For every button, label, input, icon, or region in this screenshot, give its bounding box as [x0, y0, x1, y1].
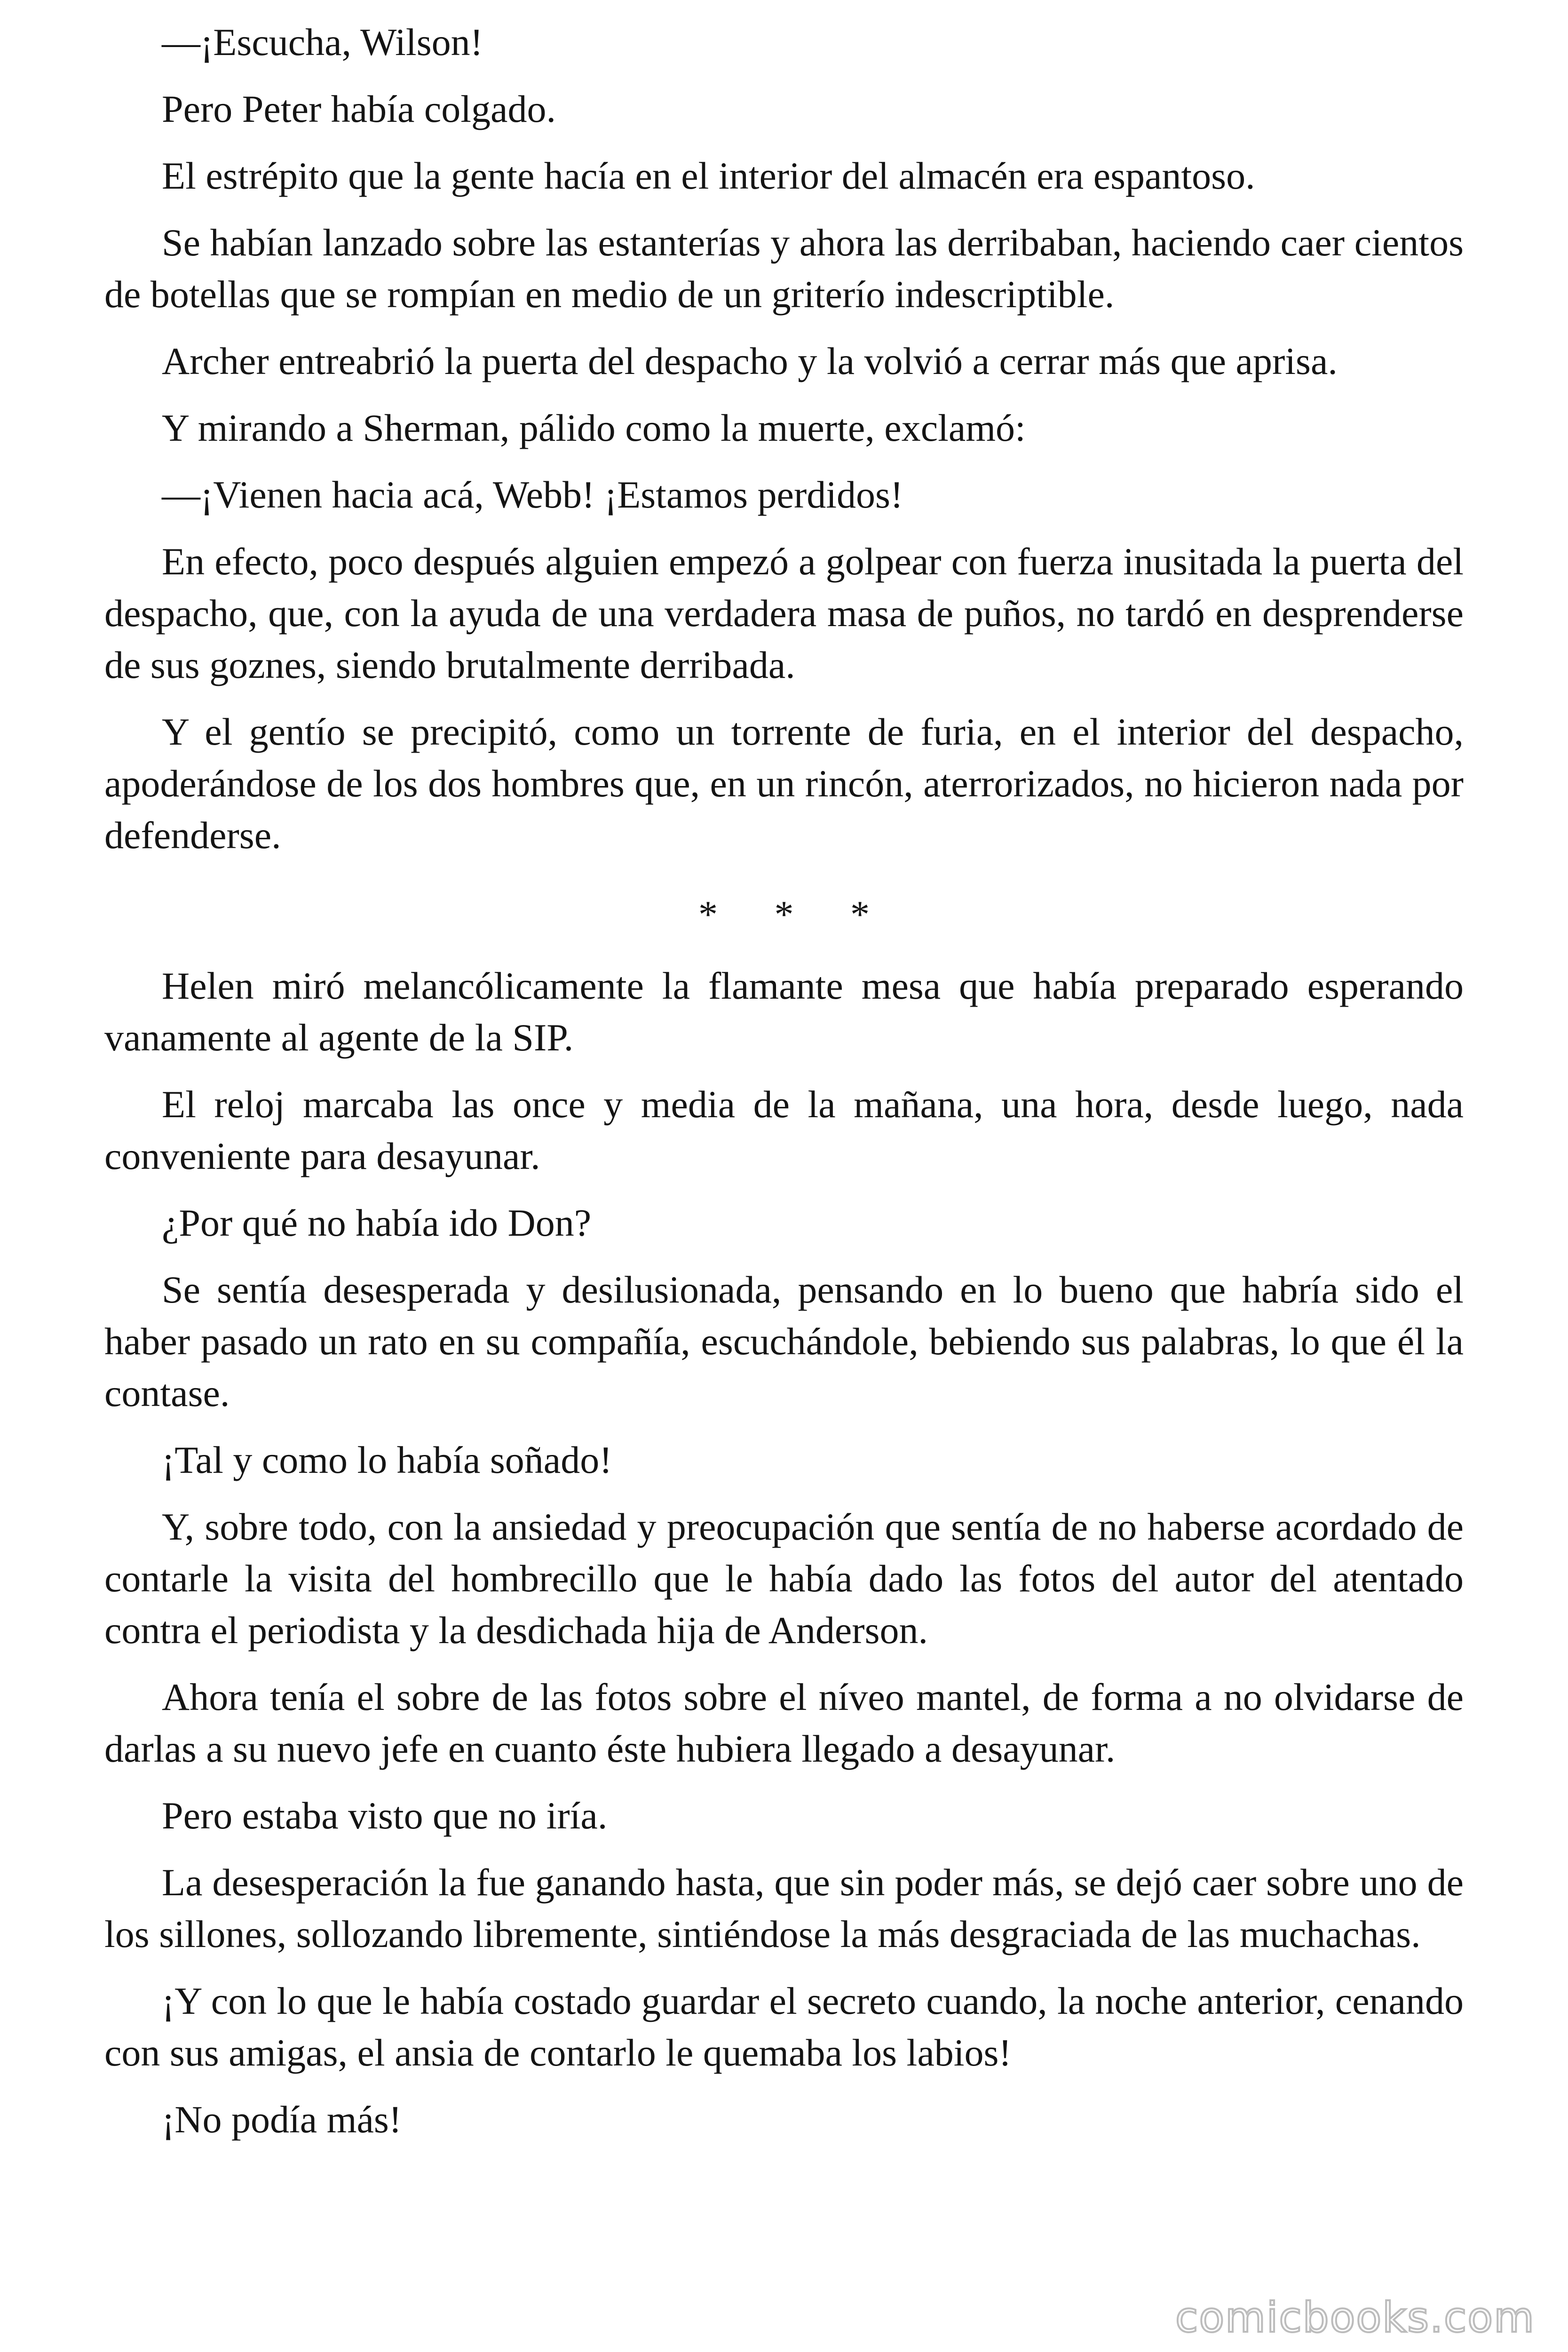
book-page	[104, 16, 1464, 2161]
paragraph: ¡No podía más!	[162, 2098, 402, 2141]
watermark: comicbooks.com	[1175, 2293, 1535, 2342]
paragraph: El reloj marcaba las once y media de la mañana, una hora, desde luego, nada conveniente para desayunar.	[104, 1083, 1464, 1177]
paragraph: Archer entreabrió la puerta del despacho y la volvió a cerrar más que aprisa.	[162, 340, 1338, 382]
paragraph: Ahora tenía el sobre de las fotos sobre el níveo mantel, de forma a no olvidarse de darlas a su nuevo jefe en cuanto éste hubiera llegado a desayunar.	[104, 1676, 1464, 1770]
separator-star: *	[774, 893, 794, 936]
section-separator	[104, 889, 1464, 940]
paragraph: ¿Por qué no había ido Don?	[162, 1201, 592, 1244]
paragraph: —¡Escucha, Wilson!	[162, 21, 483, 64]
paragraph: Pero estaba visto que no iría.	[162, 1794, 608, 1837]
paragraph: Y, sobre todo, con la ansiedad y preocupación que sentía de no haberse acordado de contarle la visita del hombrecillo que le había dado las fotos del autor del atentado contra el periodista y la desdichada hija de Anderson.	[104, 1505, 1464, 1652]
paragraph: Pero Peter había colgado.	[162, 87, 556, 130]
paragraph: Se sentía desesperada y desilusionada, pensando en lo bueno que habría sido el haber pasado un rato en su compañía, escuchándole, bebiendo sus palabras, lo que él la contase.	[104, 1268, 1464, 1414]
paragraph: —¡Vienen hacia acá, Webb! ¡Estamos perdidos!	[162, 473, 903, 516]
paragraph: El estrépito que la gente hacía en el interior del almacén era espantoso.	[162, 154, 1255, 197]
paragraph: Helen miró melancólicamente la flamante mesa que había preparado esperando vanamente al agente de la SIP.	[104, 964, 1464, 1059]
separator-star: *	[698, 893, 718, 936]
paragraph: ¡Y con lo que le había costado guardar el secreto cuando, la noche anterior, cenando con sus amigas, el ansia de contarlo le quemaba los labios!	[104, 1979, 1464, 2074]
separator-star: *	[850, 893, 870, 936]
paragraph: ¡Tal y como lo había soñado!	[162, 1438, 612, 1481]
paragraph: En efecto, poco después alguien empezó a golpear con fuerza inusitada la puerta del despacho, que, con la ayuda de una verdadera masa de puños, no tardó en desprenderse de sus goznes, siendo brutalmente derribada.	[104, 540, 1464, 686]
paragraph: Y mirando a Sherman, pálido como la muerte, exclamó:	[162, 406, 1026, 449]
paragraph: La desesperación la fue ganando hasta, que sin poder más, se dejó caer sobre uno de los sillones, sollozando libremente, sintiéndose la más desgraciada de las muchachas.	[104, 1861, 1464, 1955]
paragraph: Se habían lanzado sobre las estanterías y ahora las derribaban, haciendo caer cientos de botellas que se rompían en medio de un griterío indescriptible.	[104, 221, 1464, 316]
paragraph: Y el gentío se precipitó, como un torrente de furia, en el interior del despacho, apoderándose de los dos hombres que, en un rincón, aterrorizados, no hicieron nada por defenderse.	[104, 710, 1464, 857]
